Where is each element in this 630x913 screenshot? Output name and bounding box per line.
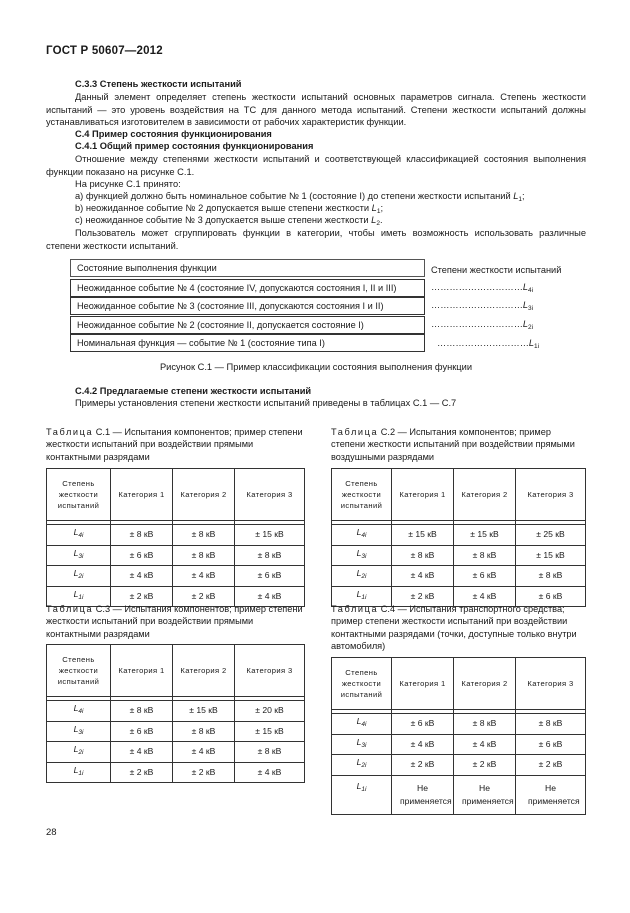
level-sub: 3i [78,728,84,736]
table-row [332,566,586,587]
table-level-cell [47,566,111,587]
list-item-a-text: a) функцией должно быть номинальное событие № 1 (состояние I) до степени жесткости испытаний [75,191,511,201]
table-cell: ± 6 кВ [516,586,586,607]
table-row [47,701,305,722]
table-level-cell [332,755,392,776]
table-header-cell: Степень жесткости испытаний [332,658,392,710]
table-cell: ± 2 кВ [173,586,235,607]
figure-level-sub: 4i [528,287,534,294]
table-row [332,714,586,735]
figure-row-1-level [437,337,539,354]
table-level-cell [332,566,392,587]
level-letter: L [356,527,362,538]
table-row [47,545,305,566]
table-row [47,742,305,763]
figure-caption: Рисунок С.1 — Пример классификации состояния выполнения функции [159,362,473,372]
table-cell: ± 4 кВ [111,742,173,763]
table-caption-text: С.3 — Испытания компонентов; пример степени жесткости испытаний при воздействии прямыми контактными разрядами [46,604,303,639]
level-sub: 4i [78,532,84,540]
level-sub: 1i [361,785,367,793]
table-c4-caption [331,603,585,653]
list-item-a-level: L [513,191,519,201]
table-row [332,525,586,546]
level-sub: 4i [361,532,367,540]
figure-row-2-label: Неожиданное событие № 2 (состояние II, допускается состояние I) [70,316,425,334]
table-cell: ± 15 кВ [235,525,305,546]
level-letter: L [356,547,362,558]
level-letter: L [73,723,79,734]
table-cell: ± 15 кВ [516,545,586,566]
table-header-cell: Категория 1 [392,658,454,710]
table-cell: ± 4 кВ [392,566,454,587]
level-sub: 2i [78,749,84,757]
table-cell: ± 6 кВ [516,734,586,755]
table-cell: ± 6 кВ [111,721,173,742]
table-level-cell [332,734,392,755]
level-letter: L [73,547,79,558]
table-level-cell [332,545,392,566]
level-sub: 3i [78,552,84,560]
table-caption-text: С.1 — Испытания компонентов; пример степени жесткости испытаний при воздействии прямыми контактными разрядами [46,427,303,462]
section-c41-p3: Пользователь может сгруппировать функции в категории, чтобы иметь возможность использовать различные степени жесткости испытаний. [46,228,586,251]
section-c33-heading: C.3.3 Степень жесткости испытаний [75,79,242,89]
table-header-cell: Степень жесткости испытаний [47,469,111,521]
table-caption-word: Таблица [331,604,379,614]
list-item-b-sub: 1 [376,208,381,215]
level-letter: L [73,744,79,755]
figure-level: L [522,319,528,329]
table-header-cell: Категория 2 [454,658,516,710]
table-header-cell: Категория 3 [516,469,586,521]
list-item-b: b) неожиданное событие № 2 допускается выше степени жесткости $L_1$; [75,203,384,215]
level-sub: 2i [361,762,367,770]
table-row [332,734,586,755]
figure-row-3-level [431,299,533,316]
table-cell: ± 8 кВ [516,566,586,587]
list-item-c-sub: 2 [376,220,380,227]
level-sub: 1i [78,593,84,601]
table-header-cell: Категория 1 [111,469,173,521]
table-c2-caption [331,426,585,463]
table-cell: ± 8 кВ [454,545,516,566]
level-sub: 1i [78,769,84,777]
table-cell: ± 4 кВ [454,586,516,607]
table-c3 [46,644,305,783]
table-c1-caption [46,426,304,463]
section-c41-p1: Отношение между степенями жесткости испытаний и соответствующей классификацией состояния выполнения функции показано на рисунке С.1. [46,154,586,177]
figure-row-4-label: Неожиданное событие № 4 (состояние IV, допускаются состояния I, II и III) [70,279,425,297]
table-cell: ± 2 кВ [516,755,586,776]
table-cell: ± 4 кВ [392,734,454,755]
table-header-cell: Категория 3 [235,469,305,521]
table-cell: ± 2 кВ [454,755,516,776]
list-item-a: a) функцией должно быть номинальное событие № 1 (состояние I) до степени жесткости испытаний $L_1$; [75,191,525,203]
table-caption-text: С.2 — Испытания компонентов; пример степени жесткости испытаний при воздействии прямыми воздушными разрядами [331,427,575,462]
level-letter: L [73,703,79,714]
table-cell: Не применяется [392,775,454,814]
list-item-c-level: L [371,215,377,225]
table-caption-word: Таблица [46,427,94,437]
level-letter: L [356,716,362,727]
table-cell: ± 15 кВ [454,525,516,546]
list-item-c-text: с) неожиданное событие № 3 допускается выше степени жесткости [75,215,369,225]
figure-level: L [528,338,534,348]
table-c4 [331,657,586,815]
figure-right-header: Степени жесткости испытаний [431,265,562,275]
table-cell: ± 8 кВ [173,545,235,566]
table-header-cell: Категория 1 [111,645,173,697]
level-letter: L [73,527,79,538]
table-caption-word: Таблица [331,427,379,437]
table-cell: ± 8 кВ [111,701,173,722]
figure-level: L [522,282,528,292]
table-cell: ± 2 кВ [173,762,235,783]
table-level-cell [47,545,111,566]
figure-left-header: Состояние выполнения функции [70,259,425,277]
table-header-cell: Категория 2 [454,469,516,521]
table-header-cell: Степень жесткости испытаний [47,645,111,697]
table-cell: Не применяется [516,775,586,814]
table-cell: ± 15 кВ [173,701,235,722]
table-row [332,775,586,814]
table-row [47,525,305,546]
level-letter: L [356,588,362,599]
level-sub: 1i [361,593,367,601]
figure-dots: ………………………… [431,282,523,292]
table-cell: Не применяется [454,775,516,814]
table-cell: ± 2 кВ [392,586,454,607]
table-header-cell: Категория 2 [173,469,235,521]
table-header-cell: Категория 1 [392,469,454,521]
level-letter: L [356,736,362,747]
table-level-cell [47,762,111,783]
page-number: 28 [46,827,57,838]
figure-row-3-label: Неожиданное событие № 3 (состояние III, допускаются состояния I и II) [70,297,425,315]
level-letter: L [73,568,79,579]
section-c33-paragraph: Данный элемент определяет степень жесткости испытаний основных параметров сигнала. Степень жесткости испытаний — это уровень воздействия на ТС для данного метода испытаний. Степени жесткости испытаний должны устанавливаться изготовителем в зависимости от рабочих характеристик функции. [46,92,586,128]
level-sub: 3i [361,552,367,560]
table-caption-word: Таблица [46,604,94,614]
table-level-cell [47,525,111,546]
list-item-b-level: L [371,203,377,213]
level-letter: L [73,764,79,775]
table-cell: ± 4 кВ [454,734,516,755]
table-cell: ± 2 кВ [111,586,173,607]
table-row [332,755,586,776]
table-cell: ± 8 кВ [392,545,454,566]
level-sub: 4i [361,721,367,729]
table-cell: ± 4 кВ [173,566,235,587]
table-cell: ± 4 кВ [111,566,173,587]
section-c42-paragraph: Примеры установления степени жесткости испытаний приведены в таблицах С.1 — С.7 [75,398,457,408]
table-cell: ± 8 кВ [173,721,235,742]
list-item-b-text: b) неожиданное событие № 2 допускается выше степени жесткости [75,203,370,213]
table-cell: ± 15 кВ [235,721,305,742]
section-c41-heading: С.4.1 Общий пример состояния функционирования [75,141,314,151]
figure-dots: ………………………… [437,338,529,348]
figure-dots: ………………………… [431,319,523,329]
level-letter: L [356,780,362,791]
table-c1 [46,468,305,607]
table-cell: ± 8 кВ [454,714,516,735]
figure-row-4-level [431,281,533,298]
table-level-cell [47,721,111,742]
table-cell: ± 6 кВ [454,566,516,587]
level-letter: L [356,757,362,768]
table-row [47,721,305,742]
table-c2 [331,468,586,607]
table-cell: ± 4 кВ [235,586,305,607]
table-header-cell: Категория 2 [173,645,235,697]
figure-level-sub: 1i [534,343,540,350]
level-sub: 4i [78,708,84,716]
table-header-cell: Категория 3 [516,658,586,710]
table-cell: ± 4 кВ [235,762,305,783]
level-sub: 2i [78,573,84,581]
section-c42-heading: С.4.2 Предлагаемые степени жесткости испытаний [75,386,312,396]
table-level-cell [47,701,111,722]
table-cell: ± 8 кВ [516,714,586,735]
level-letter: L [356,568,362,579]
table-level-cell [332,714,392,735]
table-cell: ± 8 кВ [111,525,173,546]
table-cell: ± 4 кВ [173,742,235,763]
figure-row-2-level [431,318,533,335]
table-row [47,566,305,587]
table-c3-caption [46,603,304,640]
table-row [332,545,586,566]
table-cell: ± 6 кВ [392,714,454,735]
table-cell: ± 15 кВ [392,525,454,546]
level-sub: 3i [361,741,367,749]
document-header: ГОСТ Р 50607—2012 [46,45,163,57]
table-cell: ± 2 кВ [111,762,173,783]
level-sub: 2i [361,573,367,581]
list-item-c: с) неожиданное событие № 3 допускается выше степени жесткости $L_2$. [75,215,383,227]
table-header-cell: Категория 3 [235,645,305,697]
table-cell: ± 6 кВ [235,566,305,587]
table-cell: ± 8 кВ [235,742,305,763]
figure-level: L [522,300,528,310]
figure-dots: ………………………… [431,300,523,310]
table-header-cell: Степень жесткости испытаний [332,469,392,521]
table-row [47,762,305,783]
table-cell: ± 6 кВ [111,545,173,566]
figure-row-1-label: Номинальная функция — событие № 1 (состояние типа I) [70,334,425,352]
table-cell: ± 2 кВ [392,755,454,776]
table-level-cell [47,742,111,763]
section-c4-heading: C.4 Пример состояния функционирования [75,129,272,139]
table-level-cell [332,775,392,814]
table-cell: ± 8 кВ [173,525,235,546]
table-cell: ± 20 кВ [235,701,305,722]
table-cell: ± 8 кВ [235,545,305,566]
table-caption-text: С.4 — Испытания транспортного средства; пример степени жесткости испытаний при воздействии контактными разрядами (точки, доступные только внутри автомобиля) [331,604,577,652]
figure-level-sub: 3i [528,305,534,312]
figure-level-sub: 2i [528,324,534,331]
table-level-cell [332,525,392,546]
list-item-a-sub: 1 [518,196,523,203]
level-letter: L [73,588,79,599]
table-cell: ± 25 кВ [516,525,586,546]
section-c41-p2: На рисунке С.1 принято: [75,179,181,189]
